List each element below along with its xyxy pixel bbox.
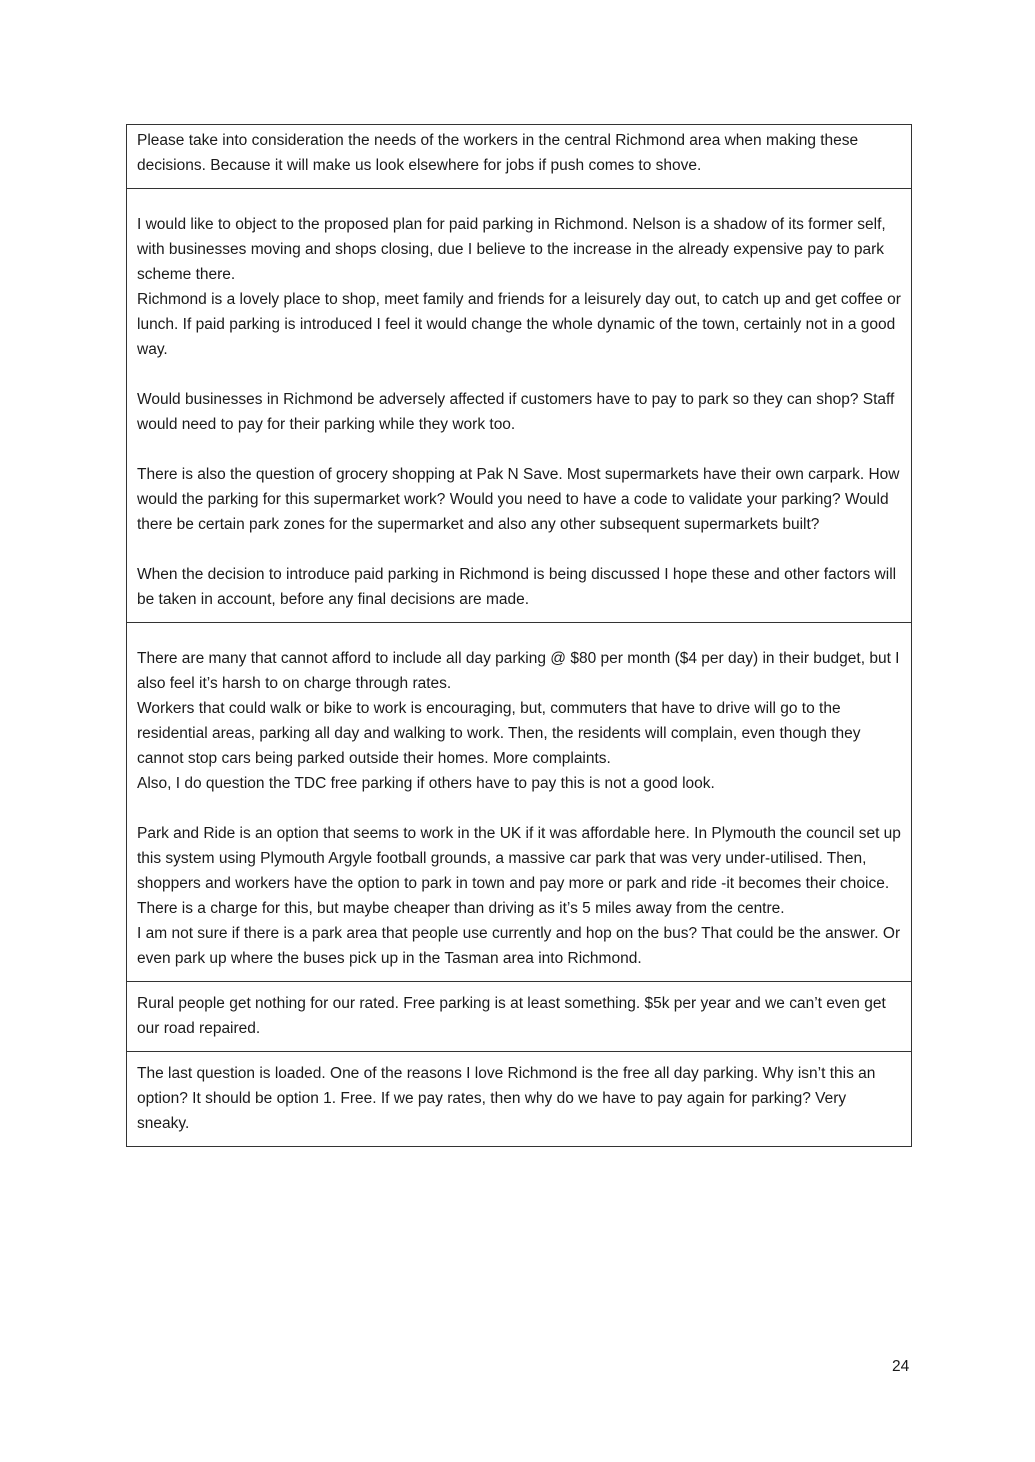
comment-cell [127, 188, 911, 622]
comment-paragraph: Please take into consideration the needs of the workers in the central Richmond area when making these decisions. Because it will make us look elsewhere for jobs if push comes to shove. [137, 132, 859, 174]
comment-paragraph: The last question is loaded. One of the reasons I love Richmond is the free all day parking. Why isn’t this an option? It should be option 1. Free. If we pay rates, then why do we have to pay again for parking? Very sneaky. [137, 1065, 876, 1132]
comment-paragraph: Rural people get nothing for our rated. Free parking is at least something. $5k per year and we can’t even get our road repaired. [137, 995, 886, 1037]
comment-paragraph: When the decision to introduce paid parking in Richmond is being discussed I hope these and other factors will be taken in account, before any final decisions are made. [137, 566, 897, 608]
comment-paragraph: There are many that cannot afford to include all day parking @ $80 per month ($4 per day) in their budget, but I also feel it’s harsh to on charge through rates. Workers that could walk or bike to work is encouraging, but, commuters that have to drive will go to the residential areas, parking all day and walking to work. Then, the residents will complain, even though they cannot stop cars being parked outside their homes. More complaints. Also, I do question the TDC free parking if others have to pay this is not a good look. [137, 650, 900, 792]
comment-cell [127, 125, 911, 188]
comment-cell [127, 622, 911, 981]
comment-paragraph: I would like to object to the proposed plan for paid parking in Richmond. Nelson is a shadow of its former self, with businesses moving and shops closing, due I believe to the increase in the already expensive pay to park scheme there. Richmond is a lovely place to shop, meet family and friends for a leisurely day out, to catch up and get coffee or lunch. If paid parking is introduced I feel it would change the whole dynamic of the town, certainly not in a good way. [137, 216, 901, 358]
comment-paragraph: There is also the question of grocery shopping at Pak N Save. Most supermarkets have their own carpark. How would the parking for this supermarket work? Would you need to have a code to validate your parking? Would there be certain park zones for the supermarket and also any other subsequent supermarkets built? [137, 466, 900, 533]
comment-cell [127, 981, 911, 1051]
comments-table [126, 124, 912, 1147]
comment-paragraph: Would businesses in Richmond be adversely affected if customers have to pay to park so they can shop? Staff would need to pay for their parking while they work too. [137, 391, 895, 433]
page-number: 24 [892, 1358, 910, 1375]
comment-cell [127, 1051, 911, 1146]
comment-paragraph: Park and Ride is an option that seems to work in the UK if it was affordable here. In Plymouth the council set up this system using Plymouth Argyle football grounds, a massive car park that was very under-utilised. Then, shoppers and workers have the option to park in town and pay more or park and ride -it becomes their choice. There is a charge for this, but maybe cheaper than driving as it’s 5 miles away from the centre. I am not sure if there is a park area that people use currently and hop on the bus? That could be the answer. Or even park up where the buses pick up in the Tasman area into Richmond. [137, 825, 901, 967]
